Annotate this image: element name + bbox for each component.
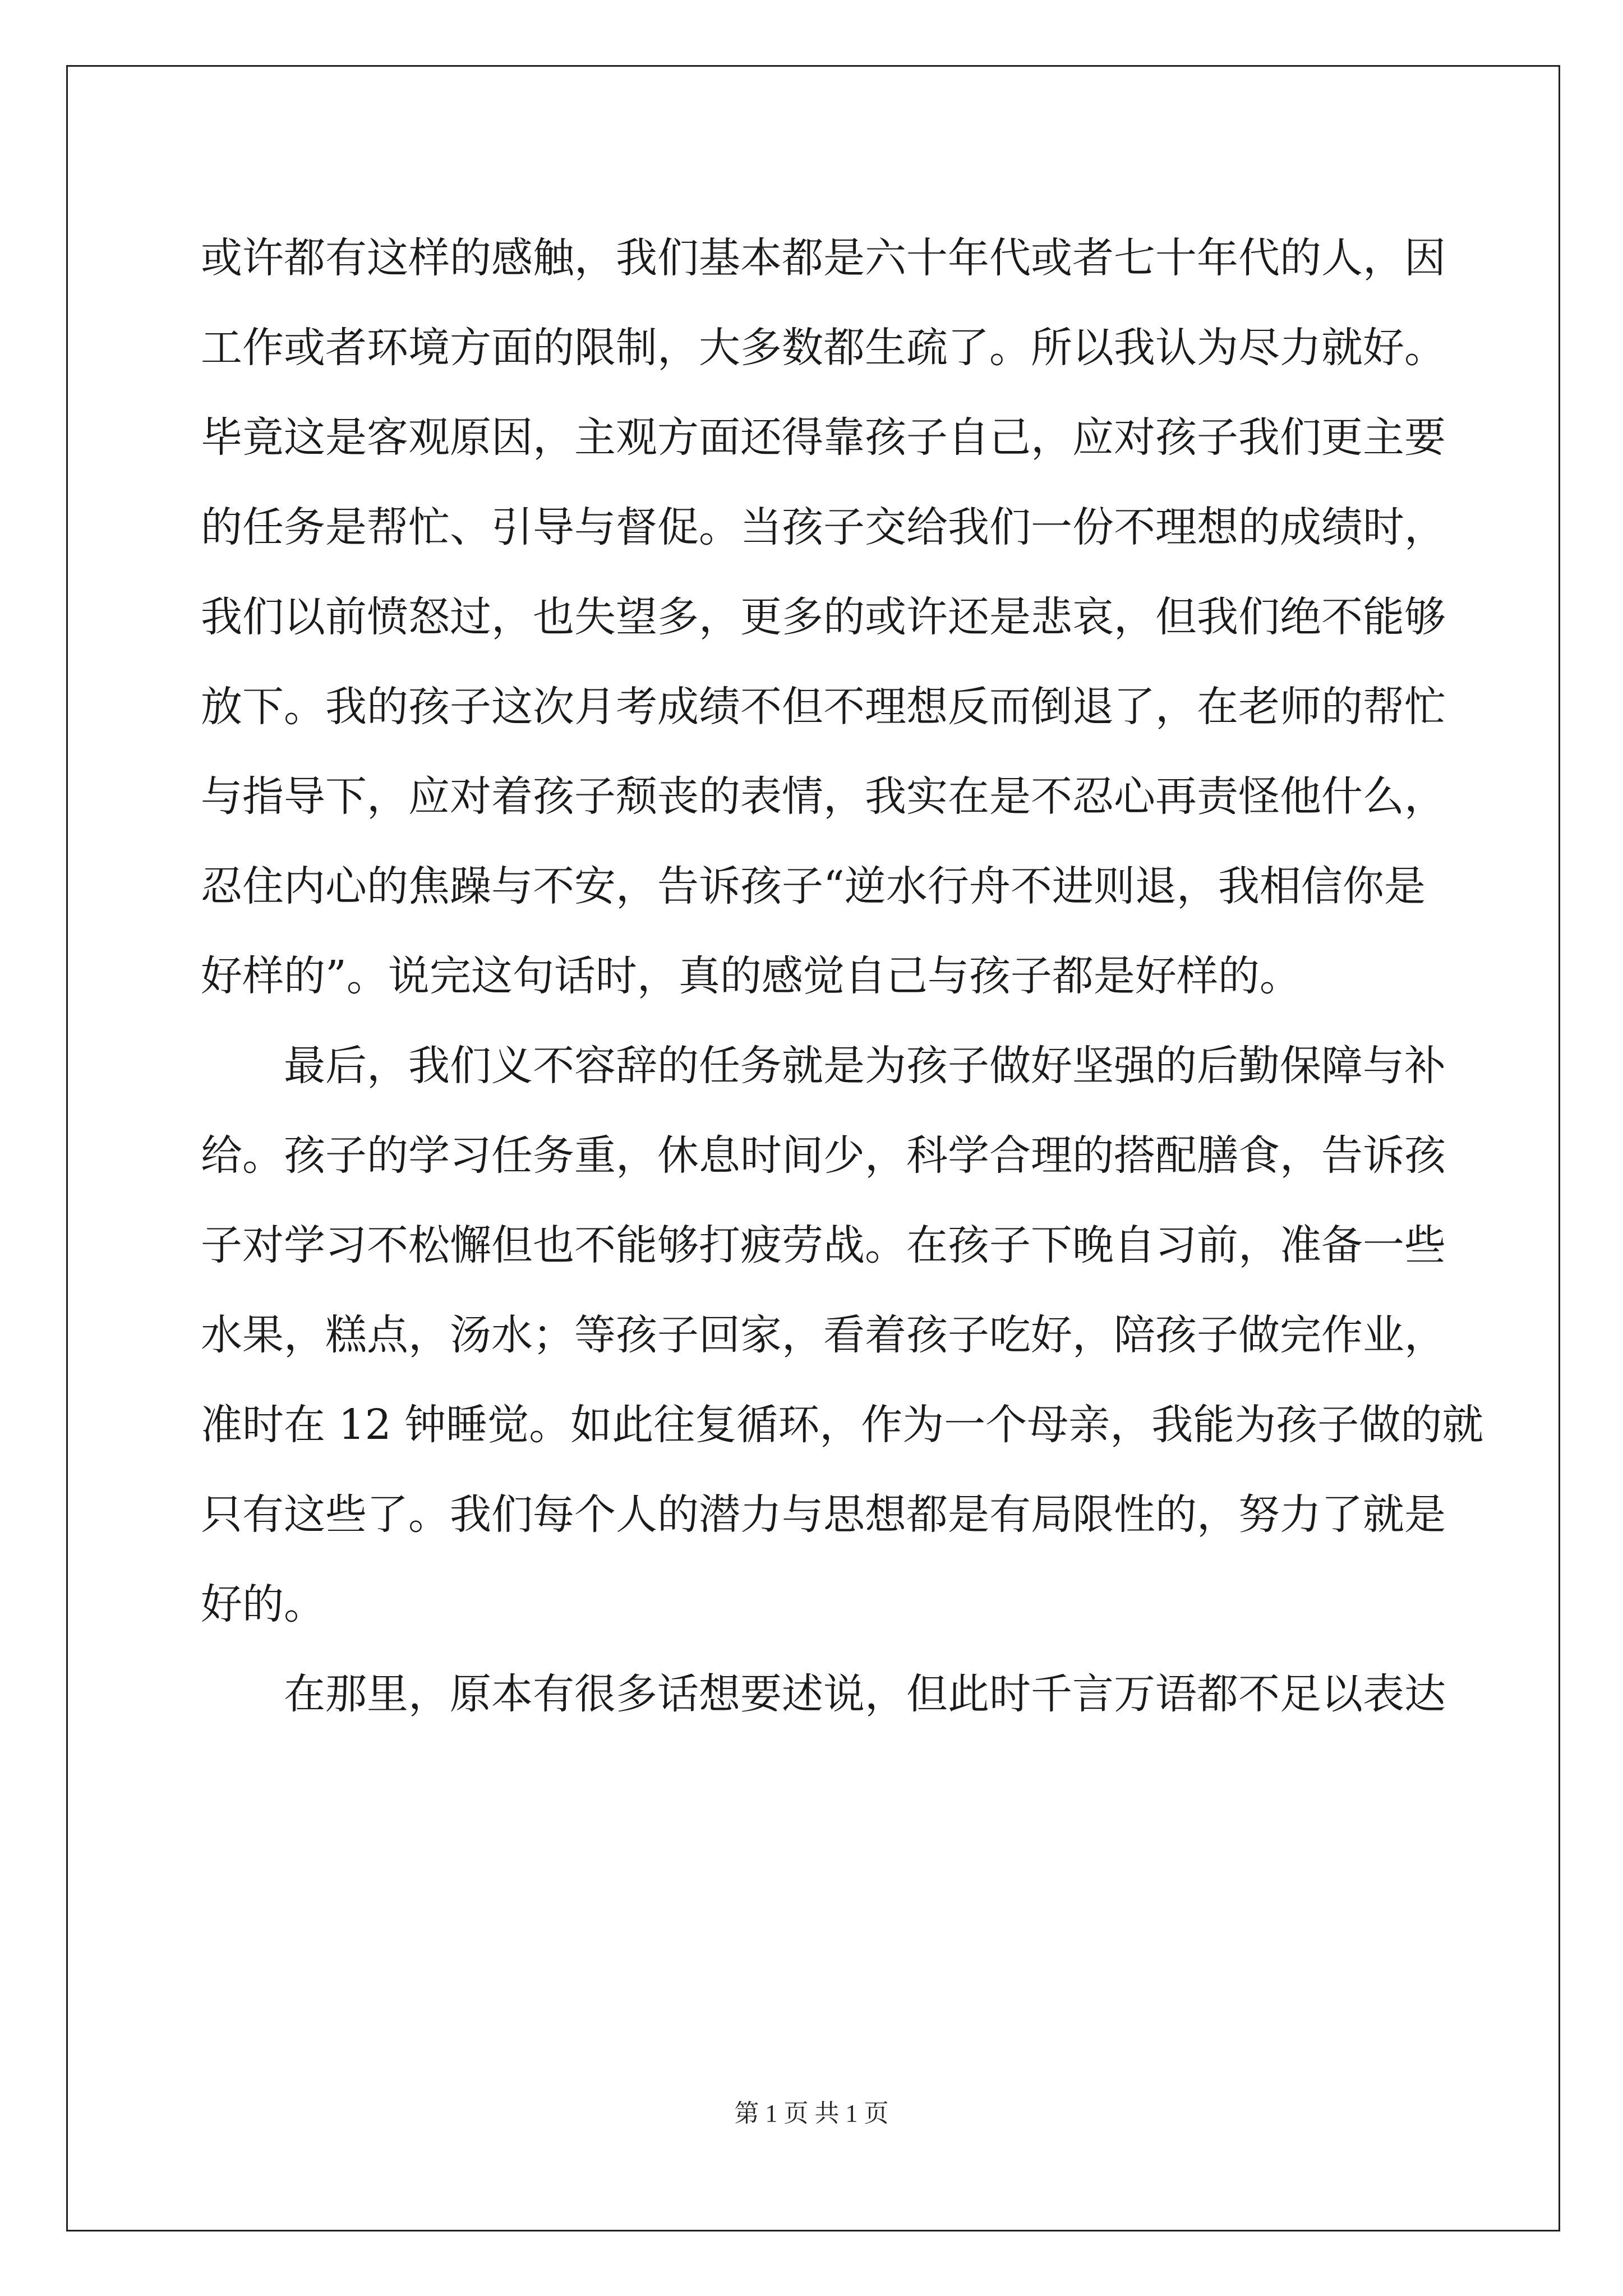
text-line: 毕竟这是客观原因，主观方面还得靠孩子自己，应对孩子我们更主要 [201,413,1446,462]
text-line: 好的。 [201,1580,325,1628]
body-text [201,213,1484,1739]
text-line: 给。孩子的学习任务重，休息时间少，科学合理的搭配膳食，告诉孩 [201,1131,1446,1180]
text-line: 与指导下，应对着孩子颓丧的表情，我实在是不忍心再责怪他什么， [201,772,1446,821]
paragraph-start-line: 最后，我们义不容辞的任务就是为孩子做好坚强的后勤保障与补 [284,1042,1446,1090]
text-line: 忍住内心的焦躁与不安，告诉孩子“逆水行舟不进则退，我相信你是 [201,862,1426,910]
text-line: 子对学习不松懈但也不能够打疲劳战。在孩子下晚自习前，准备一些 [201,1221,1446,1269]
text-line: 好样的”。说完这句话时，真的感觉自己与孩子都是好样的。 [201,952,1301,1000]
text-line: 准时在 12 钟睡觉。如此往复循环，作为一个母亲，我能为孩子做的就 [201,1401,1484,1449]
text-line: 我们以前愤怒过，也失望多，更多的或许还是悲哀，但我们绝不能够 [201,593,1446,641]
text-line: 或许都有这样的感触，我们基本都是六十年代或者七十年代的人，因 [201,234,1446,282]
text-line: 工作或者环境方面的限制，大多数都生疏了。所以我认为尽力就好。 [201,324,1446,372]
text-line: 只有这些了。我们每个人的潜力与思想都是有局限性的，努力了就是 [201,1490,1446,1539]
paragraph-start-line: 在那里，原本有很多话想要述说，但此时千言万语都不足以表达 [284,1670,1446,1718]
page-number-footer: 第 1 页 共 1 页 [734,2100,889,2127]
text-line: 水果，糕点，汤水；等孩子回家，看着孩子吃好，陪孩子做完作业， [201,1311,1446,1359]
text-line: 放下。我的孩子这次月考成绩不但不理想反而倒退了，在老师的帮忙 [201,683,1446,731]
text-line: 的任务是帮忙、引导与督促。当孩子交给我们一份不理想的成绩时， [201,503,1446,551]
